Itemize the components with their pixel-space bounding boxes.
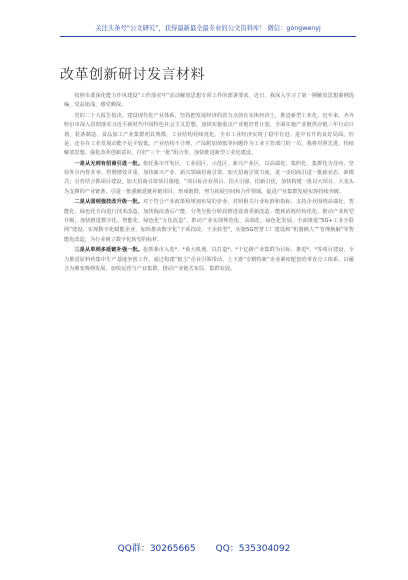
banner-text: 关注头条号“公文研究”，获得最新最全最专业的公文资料库！ 微信：gongwenyj (95, 25, 321, 32)
paragraph-text: 对于符合产业政策和规划布局的企业，对照相关行业标准和指标，支持企业围绕高端化、智能化、绿色化方向进行技术改造，加快淘汰落后产能，分类分批分阶段推进设备更新改造、能耗消耗结构优化，推动产业转型升级，加快推进数字化、智能化、绿色化“五化改造”，推动产业实现规范化、高端化、绿色化发展。全面推进“5G+工业互联网”建设，实现数字化赋能企业，加快推动数字化“千项技改、千企转型”，实施5G智慧工厂建设和“机器换人”“管理换脑”等智能化改造，为行业树立数字化转型的标杆。 (64, 199, 354, 243)
footer-qq-group: QQ群：30265665 (117, 544, 196, 554)
paragraph-text: 按照市委深化能力作风建设“工作落实年”活动解放思想专项工作的部署要求，近日，我深入学习了第一期解放思想案例选编，受益匪浅、感受颇深。 (64, 93, 354, 109)
document-body (64, 92, 354, 276)
top-banner (60, 22, 356, 37)
document-title: 改革创新研讨发言材料 (60, 67, 205, 83)
paragraph-text: 党的二十大报告指出，建设现代化产业体系，坚持把发展经济的着力点放在实体经济上，推进新型工业化。近年来，齐齐哈尔市深入贯彻落实习近平新时代中国特色社会主义思想，加快实施重点产业链培育计划，全面实施产业链供应链三年行动计划，装备制造、食品加工产业集群初具规模，工业结构持续优化，全市工业经济实现了稳中有进、进中有升的良好局面。但是，还存在工业发展动能不足平较低、产业结构不合理、产品附加值低等问题作为工业主管部门的一员，我将对照先进，持续解放思想，强化改革创新意识，打好“三个一批”组合拳，加快推进新型工业化建设。 (64, 112, 354, 157)
body-paragraph-1 (64, 92, 354, 111)
body-paragraph-5 (64, 246, 354, 274)
footer-qq: QQ：535304092 (215, 544, 291, 554)
paragraph-lead: 二是从弱到强技改升级一批。 (74, 199, 143, 206)
body-paragraph-4 (64, 198, 354, 244)
body-paragraph-3 (64, 160, 354, 197)
paragraph-lead: 三是从单到多延链补强一批。 (74, 247, 143, 254)
paragraph-text: 依托我市开发区、工业园区、示范区、新兴产业区，以高端化、集约化、集群化为导向，坚持外引内育并举、控增增效并重，加快新兴产业、新兴领域招商引资，加大招商引资力度，进一步招商引进一批新业态、新模式；引育结合抓项目建设，加大招商引资项目落地、“项目标企业项目、招大引强、招新引优，加快构建一批以大项目、大龙头为支撑的产业链条，引进一批强链延链补链项目，形成链群，努力拓展空间和合作领域，促进产业集群发展实现持续突破。 (64, 160, 354, 195)
paragraph-lead: 一是从无到有招商引进一批。 (74, 160, 143, 167)
footer-contact (0, 543, 408, 555)
paragraph-text: 抢抓我市入选*、*重大机遇，以打造*、*千亿级产业集群为目标，推进*、*等项目建设，全力推进原料药集中生产基地争创工作，通过构建“链主”企业引领带动、上下游“专精特新”企业紧密配套的垂直分工体系，以融合为聚变吸纳发展，加快民营与产业集群，推动产业链式布局、集群发展。 (64, 247, 354, 272)
body-paragraph-2 (64, 112, 354, 158)
